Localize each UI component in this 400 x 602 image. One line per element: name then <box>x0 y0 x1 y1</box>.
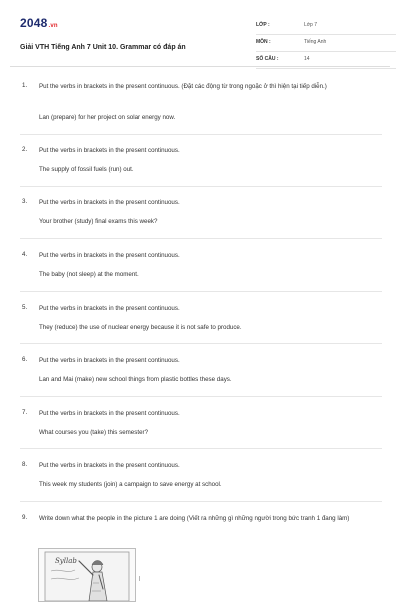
question-instruction: Put the verbs in brackets in the present continuous. (Đặt các động từ trong ngoặc ở thì hiện tại tiếp diễn.) <box>39 83 327 90</box>
question-sentence: Your brother (study) final exams this week? <box>39 218 158 225</box>
question-number: 9. <box>22 514 28 521</box>
classroom-illustration <box>39 549 135 601</box>
question-instruction: Put the verbs in brackets in the present continuous. <box>39 252 180 259</box>
meta-value: Lớp 7 <box>304 22 318 28</box>
meta-value: 14 <box>304 56 310 62</box>
question-sentence: The baby (not sleep) at the moment. <box>39 271 139 278</box>
meta-row-grade <box>256 18 396 35</box>
question-divider <box>20 291 382 292</box>
question-instruction: Write down what the people in the picture 1 are doing (Viết ra những gì những người trong bức tranh 1 đang làm) <box>39 515 350 522</box>
document-title: Giải VTH Tiếng Anh 7 Unit 10. Grammar có đáp án <box>20 44 186 51</box>
question-divider <box>20 501 382 502</box>
question-divider <box>20 343 382 344</box>
question-number: 8. <box>22 461 28 468</box>
question-number: 7. <box>22 409 28 416</box>
question-instruction: Put the verbs in brackets in the present continuous. <box>39 305 180 312</box>
question-number: 3. <box>22 198 28 205</box>
question-divider <box>20 448 382 449</box>
question-number: 2. <box>22 146 28 153</box>
question-instruction: Put the verbs in brackets in the present continuous. <box>39 357 180 364</box>
question-divider <box>20 134 382 135</box>
meta-label: LỚP : <box>256 22 270 28</box>
meta-row-subject <box>256 35 396 52</box>
question-sentence: Lan and Mai (make) new school things from plastic bottles these days. <box>39 376 232 383</box>
question-instruction: Put the verbs in brackets in the present continuous. <box>39 147 180 154</box>
question-instruction: Put the verbs in brackets in the present continuous. <box>39 410 180 417</box>
document-meta <box>256 18 396 69</box>
header-divider <box>10 66 390 67</box>
board-writing: Syllab <box>55 557 77 565</box>
picture-1 <box>38 548 136 602</box>
meta-value: Tiếng Anh <box>304 39 327 45</box>
question-sentence: The supply of fossil fuels (run) out. <box>39 166 134 173</box>
meta-label: SỐ CÂU : <box>256 56 279 62</box>
question-number: 1. <box>22 82 28 89</box>
question-number: 5. <box>22 304 28 311</box>
question-sentence: This week my students (join) a campaign to save energy at school. <box>39 481 222 488</box>
question-number: 4. <box>22 251 28 258</box>
question-instruction: Put the verbs in brackets in the present continuous. <box>39 462 180 469</box>
question-divider <box>20 396 382 397</box>
question-divider <box>20 186 382 187</box>
question-instruction: Put the verbs in brackets in the present continuous. <box>39 199 180 206</box>
stray-mark: | <box>139 576 141 582</box>
site-logo[interactable]: 2048.vn <box>20 16 58 30</box>
question-sentence: What courses you (take) this semester? <box>39 429 149 436</box>
question-number: 6. <box>22 356 28 363</box>
question-divider <box>20 238 382 239</box>
meta-label: MÔN : <box>256 39 271 45</box>
document-header <box>20 10 380 70</box>
question-sentence: They (reduce) the use of nuclear energy because it is not safe to produce. <box>39 324 242 331</box>
question-sentence: Lan (prepare) for her project on solar energy now. <box>39 114 176 121</box>
